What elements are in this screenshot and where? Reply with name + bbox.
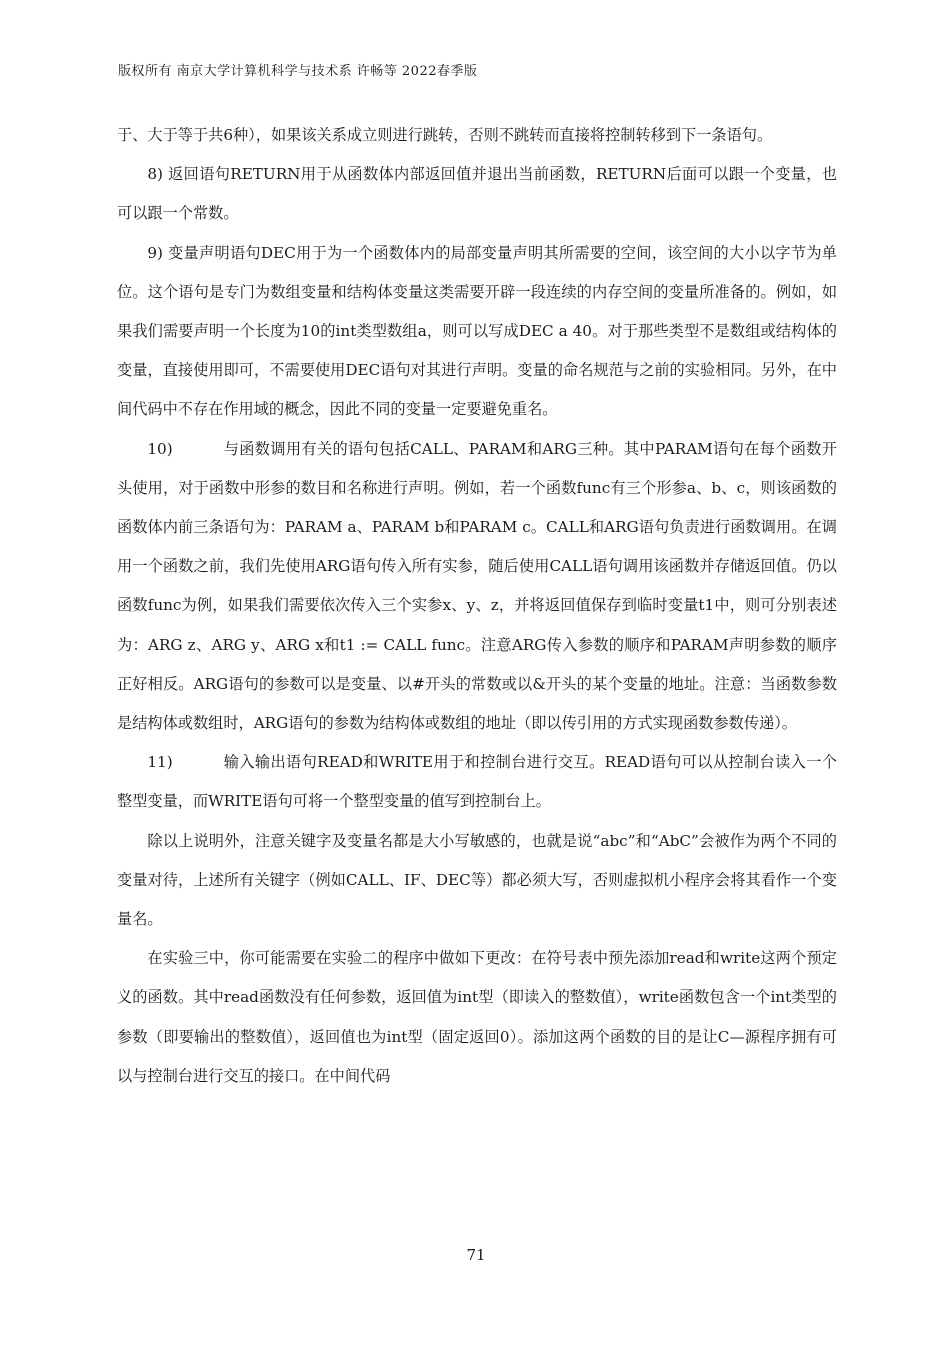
paragraph-continuation: 于、大于等于共6种），如果该关系成立则进行跳转，否则不跳转而直接将控制转移到下一条语句。: [117, 126, 773, 144]
paragraph-lab3-changes: 在实验三中，你可能需要在实验二的程序中做如下更改：在符号表中预先添加read和write这两个预定义的函数。其中read函数没有任何参数，返回值为int型（即读入的整数值），write函数包含一个int类型的参数（即要输出的整数值），返回值也为int型（固定返回0）。添加这两个函数的目的是让C—源程序拥有可以与控制台进行交互的接口。在中间代码: [117, 949, 837, 1085]
page-number: 71: [466, 1246, 486, 1264]
paragraph-item-8: 8) 返回语句RETURN用于从函数体内部返回值并退出当前函数，RETURN后面可以跟一个变量，也可以跟一个常数。: [117, 165, 837, 223]
body-text: [117, 116, 837, 1096]
item-number-11: 11): [147, 753, 173, 772]
item-10-text: 与函数调用有关的语句包括CALL、PARAM和ARG三种。其中PARAM语句在每个函数开头使用，对于函数中形参的数目和名称进行声明。例如，若一个函数func有三个形参a、b、c，则该函数的函数体内前三条语句为：PARAM a、PARAM b和PARAM c。CALL和ARG语句负责进行函数调用。在调用一个函数之前，我们先使用ARG语句传入所有实参，随后使用CALL语句调用该函数并存储返回值。仍以函数func为例，如果我们需要依次传入三个实参x、y、z，并将返回值保存到临时变量t1中，则可分别表述为：ARG z、ARG y、ARG x和t1 := CALL func。注意ARG传入参数的顺序和PARAM声明参数的顺序正好相反。ARG语句的参数可以是变量、以#开头的常数或以&开头的某个变量的地址。注意：当函数参数是结构体或数组时，ARG语句的参数为结构体或数组的地址（即以传引用的方式实现函数参数传递）。: [117, 439, 837, 733]
item-11-text: 输入输出语句READ和WRITE用于和控制台进行交互。READ语句可以从控制台读入一个整型变量，而WRITE语句可将一个整型变量的值写到控制台上。: [117, 753, 837, 811]
paragraph-item-9: 9) 变量声明语句DEC用于为一个函数体内的局部变量声明其所需要的空间，该空间的大小以字节为单位。这个语句是专门为数组变量和结构体变量这类需要开辟一段连续的内存空间的变量所准备的。例如，如果我们需要声明一个长度为10的int类型数组a，则可以写成DEC a 40。对于那些类型不是数组或结构体的变量，直接使用即可，不需要使用DEC语句对其进行声明。变量的命名规范与之前的实验相同。另外，在中间代码中不存在作用域的概念，因此不同的变量一定要避免重名。: [117, 243, 837, 419]
item-number-10: 10): [147, 439, 173, 458]
running-header: 版权所有 南京大学计算机科学与技术系 许畅等 2022春季版: [118, 64, 478, 79]
paragraph-item-11: [117, 743, 837, 821]
paragraph-case-sensitivity: 除以上说明外，注意关键字及变量名都是大小写敏感的，也就是说“abc”和“AbC”会被作为两个不同的变量对待，上述所有关键字（例如CALL、IF、DEC等）都必须大写，否则虚拟机小程序会将其看作一个变量名。: [117, 831, 837, 929]
paragraph-item-10: [117, 430, 837, 744]
